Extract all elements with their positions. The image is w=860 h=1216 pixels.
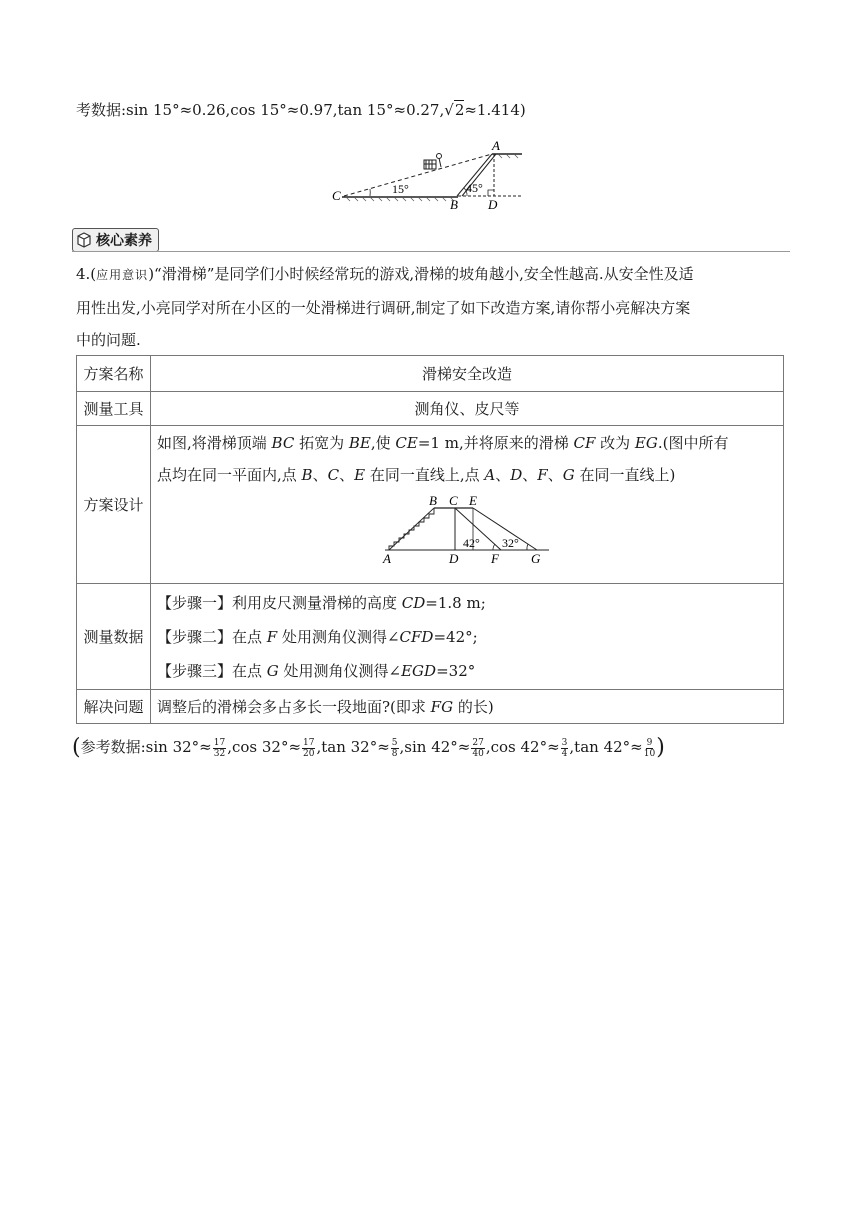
question-cell: 调整后的滑梯会多占多长一段地面?(即求 FG 的长) xyxy=(151,690,784,724)
label-B: B xyxy=(450,197,458,212)
label-C: C xyxy=(449,494,458,508)
design-line-1: 如图,将滑梯顶端 BC 拓宽为 BE,使 CE=1 m,并将原来的滑梯 CF 改为 EG.(图中所有 xyxy=(157,434,729,452)
fraction: $\frac{17}{20}$ xyxy=(303,737,315,759)
problem-text: )“滑滑梯”是同学们小时候经常玩的游戏,滑梯的坡角越小,安全性越高.从安全性及适 xyxy=(148,265,694,283)
shopping-cart-icon xyxy=(424,154,442,170)
section-divider xyxy=(72,251,790,252)
table-row xyxy=(77,426,784,584)
fraction: $\frac{27}{40}$ xyxy=(472,737,484,759)
angle-label-42: 42° xyxy=(463,536,480,550)
stair-rail xyxy=(389,508,434,550)
sqrt-radicand: 2 xyxy=(454,101,465,119)
section-title: 核心素养 xyxy=(96,233,152,249)
design-cell xyxy=(151,426,784,584)
design-line-2: 点均在同一平面内,点 B、C、E 在同一直线上,点 A、D、F、G 在同一直线上) xyxy=(157,466,676,484)
fraction: $\frac{9}{10}$ xyxy=(643,737,656,759)
label-D: D xyxy=(488,197,498,212)
problem-line-2: 用性出发,小亮同学对所在小区的一处滑梯进行调研,制定了如下改造方案,请你帮小亮解决方案 xyxy=(76,299,691,317)
label-C: C xyxy=(332,188,341,203)
row-content: 滑梯安全改造 xyxy=(151,356,784,392)
cube-icon xyxy=(76,232,92,248)
ref-data-line-bottom: (参考数据:sin 32°≈ $\frac{17}{32}$ ,cos 32°≈ $\frac{17}{20}$ ,tan 32°≈ $\frac{5}{8}$ ,sin 42°≈ $\frac{27}{40}$ ,cos 42°≈ $\frac{3}{4}$ ,tan 42°≈ $\frac{9}{10}$ ) xyxy=(72,735,665,760)
table-row xyxy=(77,392,784,426)
label-E: E xyxy=(469,494,477,508)
label-G: G xyxy=(531,551,541,564)
label-F: F xyxy=(491,551,499,564)
table-row xyxy=(77,584,784,690)
label-B: B xyxy=(429,494,437,508)
plan-table xyxy=(76,355,784,724)
problem-tag: 应用意识 xyxy=(96,268,149,282)
fraction: $\frac{5}{8}$ xyxy=(391,737,398,759)
row-header: 测量工具 xyxy=(77,392,151,426)
angle-arc-32 xyxy=(527,544,528,550)
row-header: 测量数据 xyxy=(77,584,151,690)
angle-arc-42 xyxy=(493,544,495,550)
problem-line-3: 中的问题. xyxy=(76,331,141,349)
angle-label-32: 32° xyxy=(502,536,519,550)
measurement-cell xyxy=(151,584,784,690)
problem-number: 4.( xyxy=(76,265,97,283)
slide-figure xyxy=(157,494,777,564)
row-header: 解决问题 xyxy=(77,690,151,724)
section-badge xyxy=(72,228,159,252)
angle-label-45: 45° xyxy=(466,181,483,195)
fraction: $\frac{3}{4}$ xyxy=(561,737,568,759)
ref-data-text: 考数据:sin 15°≈0.26,cos 15°≈0.97,tan 15°≈0.27, xyxy=(76,101,445,119)
label-D: D xyxy=(449,551,459,564)
ref-data-text-end: ≈1.414) xyxy=(464,101,526,119)
row-content: 测角仪、皮尺等 xyxy=(151,392,784,426)
sqrt-expression: √2 xyxy=(444,101,465,119)
step-3: 【步骤三】在点 G 处用测角仪测得∠EGD=32° xyxy=(157,661,476,680)
step-1: 【步骤一】利用皮尺测量滑梯的高度 CD=1.8 m; xyxy=(157,593,486,612)
right-angle-mark xyxy=(488,190,494,196)
angle-label-15: 15° xyxy=(392,182,409,196)
label-A: A xyxy=(383,551,391,564)
row-header: 方案名称 xyxy=(77,356,151,392)
table-row xyxy=(77,356,784,392)
slope-figure xyxy=(330,140,530,212)
label-A: A xyxy=(492,140,500,153)
row-header: 方案设计 xyxy=(77,426,151,584)
table-row xyxy=(77,690,784,724)
ref-data-line-top xyxy=(76,100,526,120)
fraction: $\frac{17}{32}$ xyxy=(213,737,226,759)
step-2: 【步骤二】在点 F 处用测角仪测得∠CFD=42°; xyxy=(157,627,478,646)
problem-line-1 xyxy=(76,264,694,285)
